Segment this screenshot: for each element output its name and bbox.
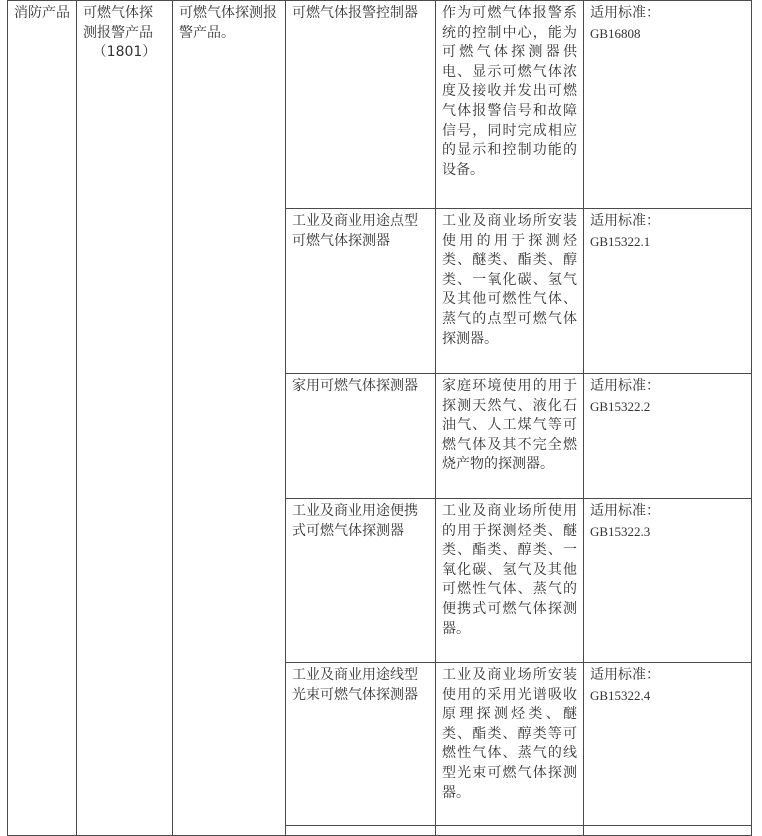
product-desc-cell: 工业及商业场所使用的用于探测烃类、醚类、酯类、醇类、一氧化碳、氢气及其他可燃性气体、蒸气的便携式可燃气体探测器。 (436, 499, 584, 663)
unit-cell: 可燃气体探测报警产品。 (173, 1, 286, 836)
product-desc-cell: 工业及商业场所安装使用的采用光谱吸收原理探测烃类、醚类、酯类、醇类等可燃性气体、蒸气的线型光束可燃气体探测器。 (436, 663, 584, 826)
standard-cell: 适用标准： GB16808 (584, 1, 752, 209)
product-name-cell: 工业及商业用途点型可燃气体探测器 (286, 209, 436, 374)
product-name-cell: 工业及商业用途便携式可燃气体探测器 (286, 499, 436, 663)
empty-cell (584, 826, 752, 836)
product-desc-cell: 家庭环境使用的用于探测天然气、液化石油气、人工煤气等可燃气体及其不完全燃烧产物的探测器。 (436, 374, 584, 499)
family-cell: 可燃气体探测报警产品 （1801） (77, 1, 173, 836)
product-desc-cell: 工业及商业场所安装使用的用于探测烃类、醚类、酯类、醇类、一氧化碳、氢气及其他可燃性气体、蒸气的点型可燃气体探测器。 (436, 209, 584, 374)
table-row (8, 1, 752, 209)
empty-cell (436, 826, 584, 836)
empty-cell (286, 826, 436, 836)
standard-cell: 适用标准： GB15322.3 (584, 499, 752, 663)
standard-cell: 适用标准： GB15322.2 (584, 374, 752, 499)
product-name-cell: 工业及商业用途线型光束可燃气体探测器 (286, 663, 436, 826)
product-desc-cell: 作为可燃气体报警系统的控制中心，能为可燃气体探测器供电、显示可燃气体浓度及接收并发出可燃气体报警信号和故障信号，同时完成相应的显示和控制功能的设备。 (436, 1, 584, 209)
standard-cell: 适用标准： GB15322.1 (584, 209, 752, 374)
category-cell: 消防产品 (8, 1, 77, 836)
product-name-cell: 可燃气体报警控制器 (286, 1, 436, 209)
family-code: （1801） (92, 44, 157, 61)
standard-cell: 适用标准： GB15322.4 (584, 663, 752, 826)
product-catalog-table (7, 0, 752, 836)
product-name-cell: 家用可燃气体探测器 (286, 374, 436, 499)
